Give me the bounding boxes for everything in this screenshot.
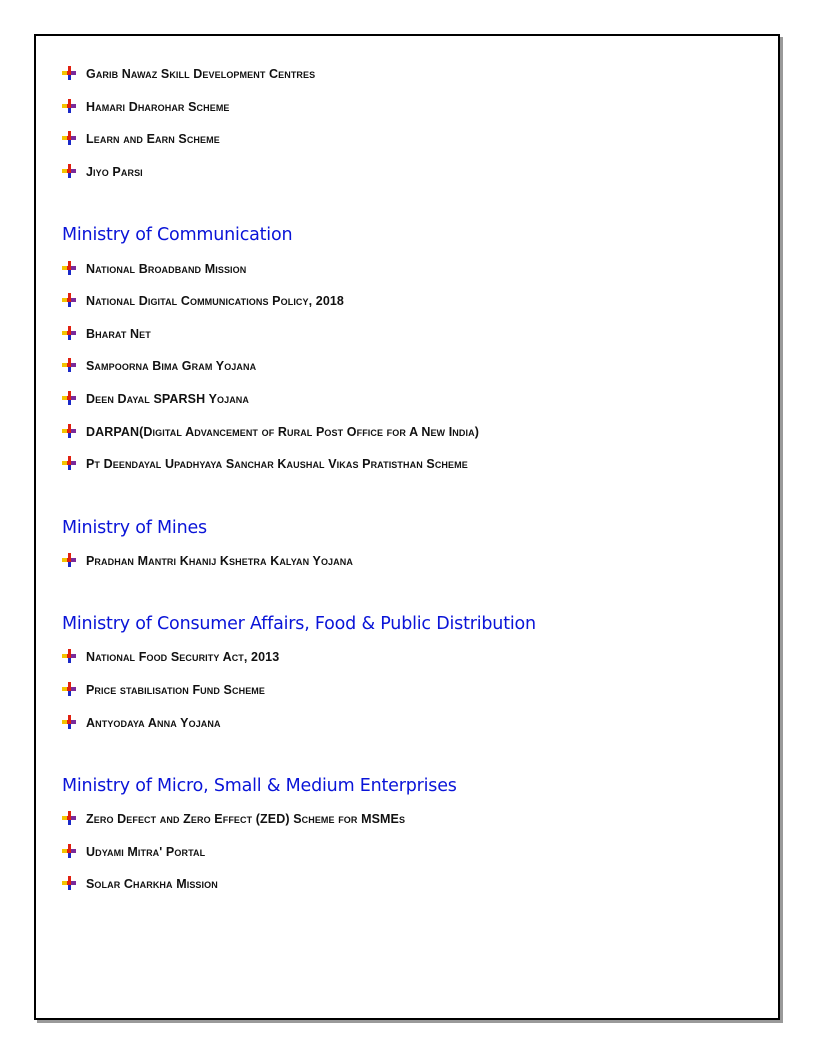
bullet-icon [62,456,76,470]
list-item [62,252,722,285]
scheme-name: National Digital Communications Policy, 2018 [86,294,344,309]
bullet-icon [62,358,76,372]
scheme-name: Solar Charkha Mission [86,877,218,892]
scheme-name: Bharat Net [86,326,151,341]
section-mines [62,511,722,578]
scheme-name: Price stabilisation Fund Scheme [86,683,265,698]
scheme-list [62,803,722,901]
list-item [62,868,722,901]
scheme-name: Jiyo Parsi [86,165,143,180]
scheme-list [62,252,722,480]
list-item [62,383,722,416]
list-item [62,803,722,836]
bullet-icon [62,424,76,438]
bullet-icon [62,326,76,340]
scheme-name: Sampoorna Bima Gram Yojana [86,359,257,374]
bullet-icon [62,164,76,178]
section-heading: Ministry of Micro, Small & Medium Enterprises [62,775,457,796]
section-minority-affairs-continued [62,58,722,188]
scheme-list [62,58,722,188]
section-heading: Ministry of Mines [62,517,207,538]
list-item [62,156,722,189]
section-msme [62,769,722,901]
list-item [62,674,722,707]
bullet-icon [62,99,76,113]
scheme-name: Learn and Earn Scheme [86,132,220,147]
scheme-name: National Food Security Act, 2013 [86,650,280,665]
scheme-name: DARPAN(Digital Advancement of Rural Post Office for A New India) [86,424,479,439]
bullet-icon [62,649,76,663]
scheme-name: Pradhan Mantri Khanij Kshetra Kalyan Yojana [86,553,353,568]
section-heading: Ministry of Consumer Affairs, Food & Public Distribution [62,614,536,635]
scheme-name: Deen Dayal SPARSH Yojana [86,392,250,407]
list-item [62,706,722,739]
bullet-icon [62,553,76,567]
list-item [62,836,722,869]
bullet-icon [62,876,76,890]
section-consumer-affairs [62,607,722,739]
list-item [62,415,722,448]
list-item [62,285,722,318]
bullet-icon [62,131,76,145]
bullet-icon [62,844,76,858]
list-item [62,318,722,351]
scheme-name: National Broadband Mission [86,261,247,276]
list-item [62,641,722,674]
scheme-name: Zero Defect and Zero Effect (ZED) Scheme for MSMEs [86,812,406,827]
bullet-icon [62,391,76,405]
list-item [62,448,722,481]
list-item [62,123,722,156]
bullet-icon [62,293,76,307]
bullet-icon [62,811,76,825]
bullet-icon [62,66,76,80]
scheme-name: Hamari Dharohar Scheme [86,99,230,114]
section-heading: Ministry of Communication [62,225,293,246]
bullet-icon [62,715,76,729]
scheme-name: Garib Nawaz Skill Development Centres [86,67,316,82]
list-item [62,91,722,124]
scheme-name: Antyodaya Anna Yojana [86,715,221,730]
scheme-list [62,641,722,739]
section-communication [62,218,722,480]
bullet-icon [62,261,76,275]
scheme-list [62,545,722,578]
list-item [62,545,722,578]
list-item [62,350,722,383]
scheme-name: Pt Deendayal Upadhyaya Sanchar Kaushal Vikas Pratisthan Scheme [86,457,468,472]
document-content [62,58,722,901]
list-item [62,58,722,91]
scheme-name: Udyami Mitra' Portal [86,844,206,859]
bullet-icon [62,682,76,696]
